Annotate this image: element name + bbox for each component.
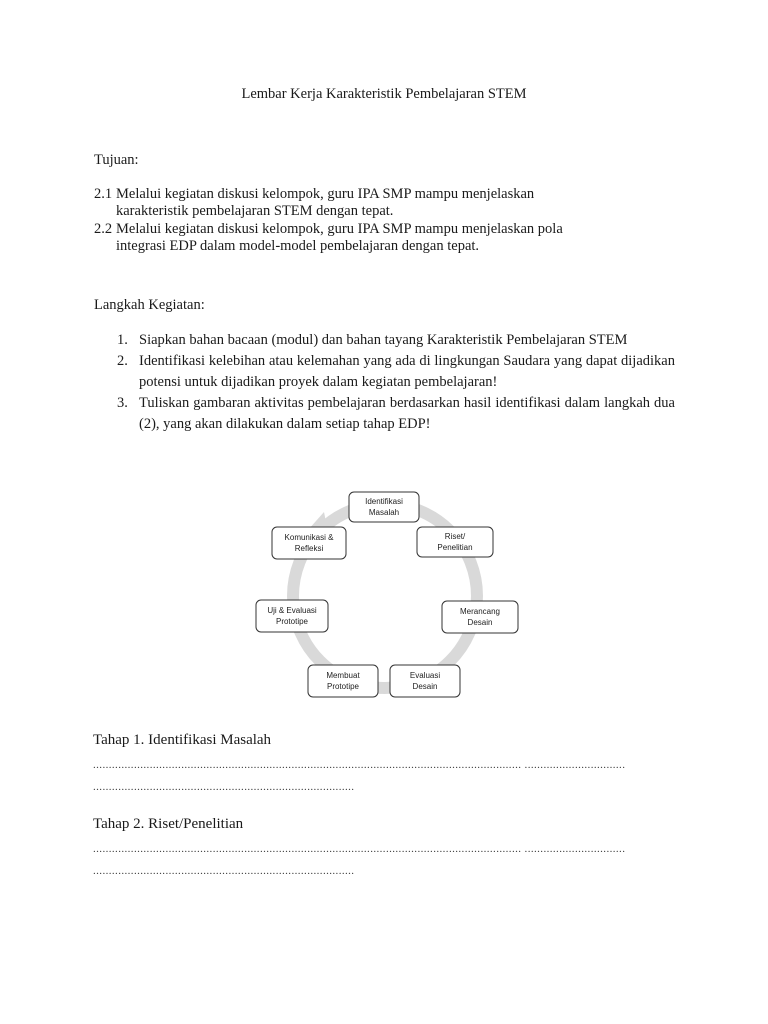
goal-item [94,186,684,220]
step-item [117,351,675,393]
stage-box-identifikasi-masalah [349,492,419,522]
svg-text:Refleksi: Refleksi [294,544,324,553]
svg-text:Masalah: Masalah [368,508,400,517]
goal-text-line1: Melalui kegiatan diskusi kelompok, guru IPA SMP mampu menjelaskan [116,186,535,202]
tahap-2-label: Tahap 2. Riset/Penelitian [93,816,244,832]
svg-text:Prototipe: Prototipe [275,617,309,626]
svg-text:Riset/: Riset/ [444,532,466,541]
step-list [117,330,675,435]
stage-box-membuat-prototipe [308,665,378,697]
svg-text:Identifikasi: Identifikasi [365,497,403,506]
goal-number: 2.1 [94,186,113,202]
goal-number: 2.2 [94,221,113,237]
stage-box-evaluasi-desain [390,665,460,697]
goal-text-line2: karakteristik pembelajaran STEM dengan tepat. [116,203,394,219]
step-text: Identifikasi kelebihan atau kelemahan yang ada di lingkungan Saudara yang dapat dijadikan potensi untuk dijadikan proyek dalam kegiatan pembelajaran! [139,353,675,390]
step-item [117,330,675,351]
answer-dots-line: ................................................................................... [93,781,355,793]
goal-item [94,221,684,255]
tahap-1-label: Tahap 1. Identifikasi Masalah [93,732,272,748]
stage-box-merancang-desain [442,601,518,633]
answer-dots-line: ........................................................................................................................................ ................................ [93,759,626,771]
step-number: 1. [117,332,128,348]
svg-text:Uji & Evaluasi: Uji & Evaluasi [267,606,317,615]
tujuan-heading: Tujuan: [94,152,139,168]
goal-text-line2: integrasi EDP dalam model-model pembelajaran dengan tepat. [116,238,480,254]
svg-text:Desain: Desain [412,682,438,691]
answer-dots-line: ........................................................................................................................................ ................................ [93,843,626,855]
step-text: Tuliskan gambaran aktivitas pembelajaran berdasarkan hasil identifikasi dalam langkah dua (2), yang akan dilakukan dalam setiap tahap EDP! [139,395,675,432]
stage-box-uji-evaluasi-prototipe [256,600,328,632]
step-text: Siapkan bahan bacaan (modul) dan bahan tayang Karakteristik Pembelajaran STEM [139,332,628,348]
svg-text:Desain: Desain [467,618,493,627]
svg-text:Penelitian: Penelitian [437,543,473,552]
svg-text:Prototipe: Prototipe [326,682,360,691]
step-number: 2. [117,353,128,369]
svg-text:Membuat: Membuat [326,671,360,680]
page-title: Lembar Kerja Karakteristik Pembelajaran STEM [241,86,527,102]
langkah-heading: Langkah Kegiatan: [94,297,205,313]
svg-text:Merancang: Merancang [459,607,501,616]
answer-dots-line: ................................................................................... [93,865,355,877]
step-item [117,393,675,435]
goal-text-line1: Melalui kegiatan diskusi kelompok, guru IPA SMP mampu menjelaskan pola [116,221,563,237]
stage-box-riset-penelitian [417,527,493,557]
step-number: 3. [117,395,128,411]
stage-box-komunikasi-refleksi [272,527,346,559]
svg-text:Komunikasi &: Komunikasi & [284,533,334,542]
edp-cycle-diagram [250,490,520,702]
svg-text:Evaluasi: Evaluasi [409,671,441,680]
